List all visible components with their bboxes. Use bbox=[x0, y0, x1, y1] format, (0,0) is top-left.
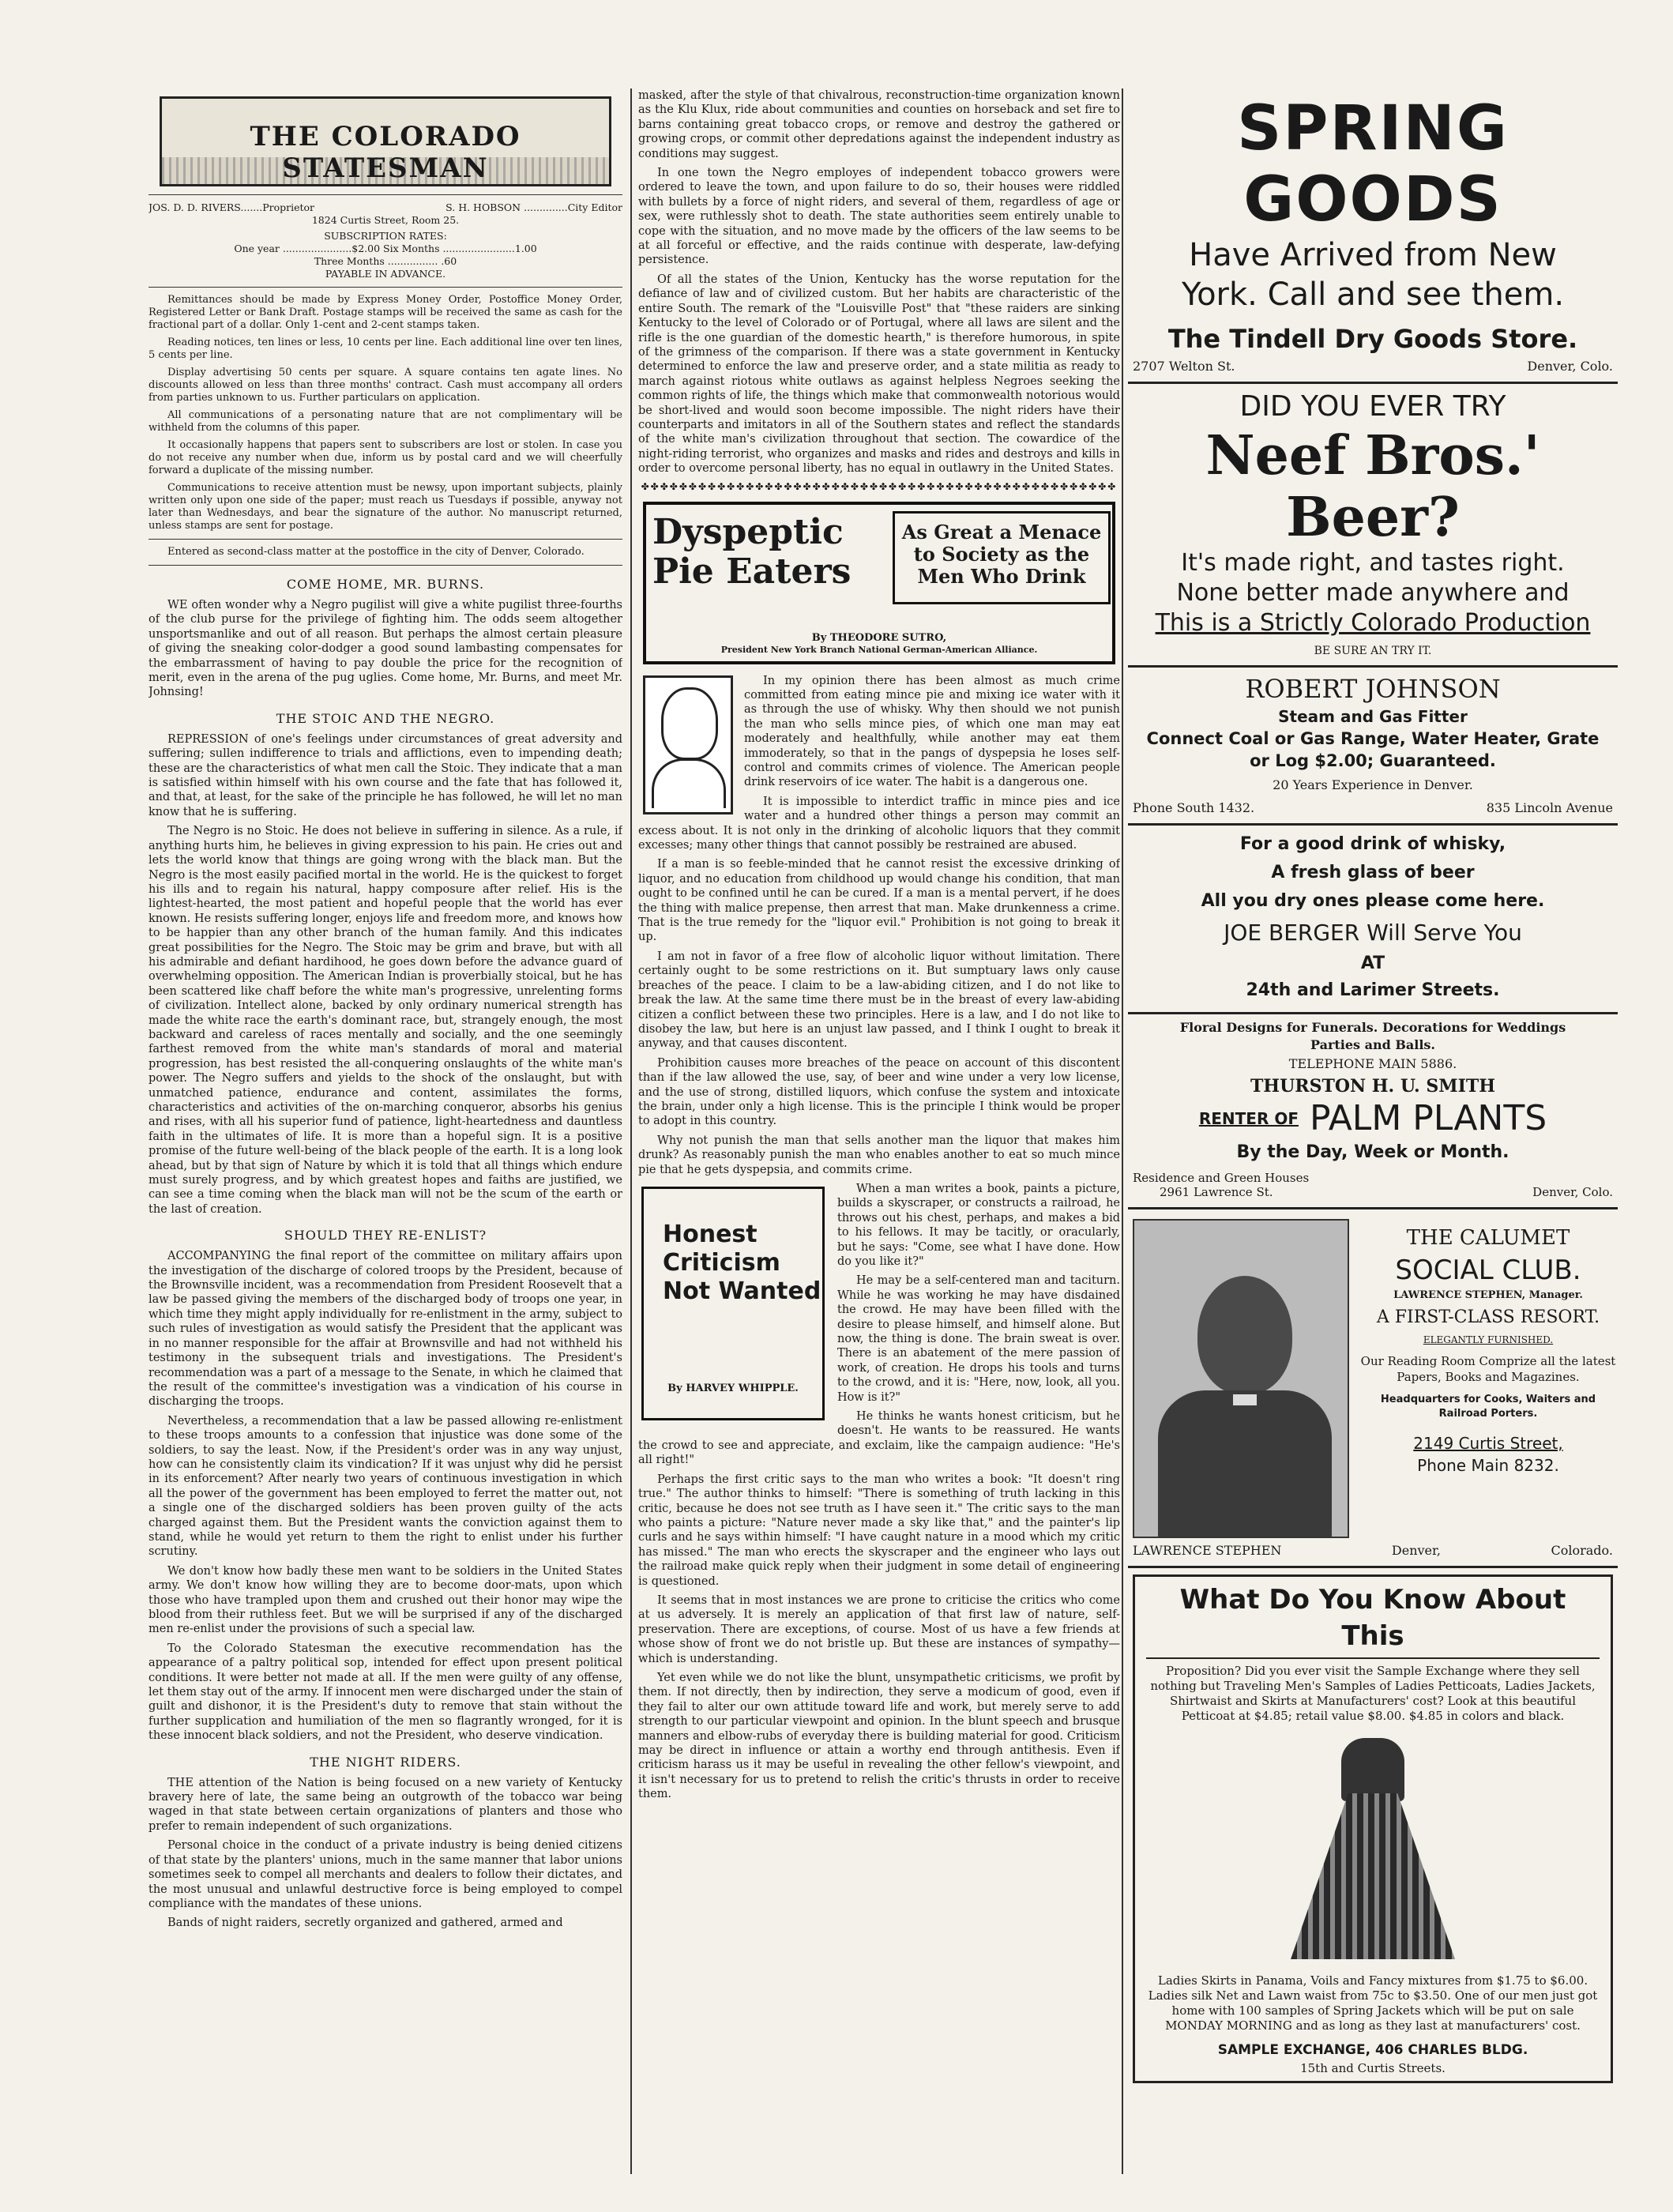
ad-spring-goods bbox=[1128, 88, 1618, 384]
petticoat-illustration bbox=[1286, 1730, 1460, 1967]
ad-line: York. Call and see them. bbox=[1181, 276, 1565, 313]
ad-line: Connect Coal or Gas Range, Water Heater, Grate bbox=[1146, 729, 1600, 748]
ad-line: Have Arrived from New bbox=[1189, 237, 1557, 273]
ornament-divider: ✤✤✤✤✤✤✤✤✤✤✤✤✤✤✤✤✤✤✤✤✤✤✤✤✤✤✤✤✤✤✤✤✤✤✤✤✤✤✤✤✤✤✤✤✤✤✤✤✤✤ bbox=[641, 480, 1118, 492]
photo-head bbox=[1197, 1276, 1292, 1394]
dyspeptic-title bbox=[652, 513, 889, 592]
ad-phone: TELEPHONE MAIN 5886. bbox=[1288, 1056, 1457, 1071]
ad-line: AT bbox=[1360, 954, 1385, 973]
article-paragraph: He may be a self-centered man and taciturn. While he was working he may have disdained the crowd. He may have been filled with the desire to please himself, and himself alone. But now, the thing is done. The brain sweat is over. There is an abatement of the mere passion of work, of creation. He drops his tools and turns to the crowd, and it is: "Here, now, look, all you. How is it?" bbox=[837, 1274, 1120, 1404]
ad-title: THE CALUMET bbox=[1406, 1226, 1570, 1250]
article-paragraph: Nevertheless, a recommendation that a law be passed allowing re-enlistment to these troops amounts to a confession that injustice was done some of the soldiers, to say the least. Now, if the President's order was in any way unjust, how can he consistently claim its vindication? If it was unjust why did he persist in its enforcement? After nearly two years of continuous investigation in which all the power of the government has been employed to ferret the matter out, not a single one of the discharged soldiers has been proven guilty of the acts charged against them. But the President wants the conviction against them to stand, while he would yet return to them the right to enlist under his further scrutiny. bbox=[149, 1414, 622, 1559]
portrait-face bbox=[661, 687, 718, 760]
dyspeptic-title-line: Pie Eaters bbox=[652, 551, 852, 592]
byline: By THEODORE SUTRO, bbox=[811, 631, 947, 644]
article-paragraph: Yet even while we do not like the blunt, unsympathetic criticisms, we profit by them. If not directly, then by indirection, they serve a modicum of good, even if they fail to alter our own attitude toward life and work, but merely serve to add strength to our particular viewpoint and opinion. In the blunt speech and brusque manners and elbow-rubs of everyday there is building material for good. Criticism may be direct in influence or attain a worthy end through antithesis. Even if criticism harass us it may be useful in revealing the other fellow's viewpoint, and it isn't necessary for us to pretend to relish the critic's thrusts in order to receive them. bbox=[638, 1671, 1120, 1801]
article-paragraph: Perhaps the first critic says to the man who writes a book: "It doesn't ring true." The author thinks to himself: "There is something of truth lacking in this critic, because he does not see truth as I have seen it." The critic says to the man who paints a picture: "Nature never made a sky like that," and the painter's lip curls and he says within himself: "I have caught nature in a mood which my critic has missed." The man who erects the skyscraper and the engineer who lays out the railroad make quick reply when their judgment in some detail of engineering is questioned. bbox=[638, 1473, 1120, 1588]
notice: Reading notices, ten lines or less, 10 cents per line. Each additional line over ten lines, 5 cents per line. bbox=[149, 337, 622, 361]
column-1 bbox=[149, 88, 622, 2174]
article-paragraph: Personal choice in the conduct of a private industry is being denied citizens of that state by the planters' unions, much in the same manner that labor unions sometimes seek to compel all merchants and dealers to follow their dictates, and the most unusual and unlawful destructive force is being employed to compel compliance with the mandates of these unions. bbox=[149, 1839, 622, 1910]
notice: Entered as second-class matter at the postoffice in the city of Denver, Colorado. bbox=[167, 546, 585, 558]
ad-city: Denver, Colo. bbox=[1532, 1185, 1613, 1199]
honest-title: Honest Criticism Not Wanted bbox=[663, 1220, 821, 1305]
ad-line: A FIRST-CLASS RESORT. bbox=[1376, 1307, 1600, 1327]
article-paragraph: REPRESSION of one's feelings under circumstances of great adversity and suffering; sullen indifference to trials and afflictions, even to impending death; these are the characteristics of what men call the Stoic. They indicate that a man is satisfied within himself with his own course and the fate that has followed it, and that, at least, for the sake of the principle he has followed, he will let no man know that he is suffering. bbox=[149, 732, 622, 818]
ad-address: 2961 Lawrence St. bbox=[1160, 1185, 1273, 1199]
subscription-heading: SUBSCRIPTION RATES: bbox=[324, 230, 447, 242]
payable-notice: PAYABLE IN ADVANCE. bbox=[325, 268, 446, 280]
notice: Communications to receive attention must be newsy, upon important subjects, plainly written only upon one side of the paper; must reach us Tuesdays if possible, anyway not later than Wednesdays, and bear the signature of the author. No manuscript returned, unless stamps are sent for postage. bbox=[149, 482, 622, 532]
ad-phone: Phone South 1432. bbox=[1133, 800, 1255, 815]
article-paragraph: He thinks he wants honest criticism, but he doesn't. He wants to be reassured. He wants the crowd to see and appreciate, and exclaim, like the campaign audience: "He's all right!" bbox=[638, 1410, 1120, 1467]
ad-line: DID YOU EVER TRY bbox=[1239, 390, 1506, 423]
dyspeptic-title-line: Dyspeptic bbox=[652, 511, 844, 552]
ad-calumet bbox=[1128, 1209, 1618, 1568]
ad-address: 2149 Curtis Street, bbox=[1413, 1434, 1563, 1453]
masthead-title: THE COLORADO STATESMAN bbox=[250, 121, 521, 184]
article-paragraph: THE attention of the Nation is being focused on a new variety of Kentucky bravery here of late, the same being an outgrowth of the tobacco war being waged in that state between certain organizations of planters and those who prefer to remain independent of such organizations. bbox=[149, 1776, 622, 1833]
ad-title: THURSTON H. U. SMITH bbox=[1250, 1076, 1496, 1097]
ad-line: All you dry ones please come here. bbox=[1201, 891, 1545, 911]
article-heading: COME HOME, MR. BURNS. bbox=[286, 577, 485, 592]
subscription-rates bbox=[149, 230, 622, 280]
notice: All communications of a personating nature that are not complimentary will be withheld from the columns of this paper. bbox=[149, 409, 622, 434]
byline-title: President New York Branch National German-American Alliance. bbox=[720, 644, 1038, 655]
article-heading: THE NIGHT RIDERS. bbox=[310, 1754, 461, 1770]
ad-line: ELEGANTLY FURNISHED. bbox=[1423, 1334, 1554, 1345]
ad-sample-exchange bbox=[1133, 1574, 1613, 2083]
ad-joe-berger bbox=[1128, 826, 1618, 1014]
notice: It occasionally happens that papers sent to subscribers are lost or stolen. In case you do not receive any number when due, inform us by postal card and we will cheerfully forward a duplicate of the missing number. bbox=[149, 439, 622, 476]
article-paragraph: If a man is so feeble-minded that he cannot resist the excessive drinking of liquor, and no education from childhood up would change his condition, that man ought to be confined until he can be cured. If a man is a mental pervert, if he does the thing with malice prepense, then arrest that man. Make drunkenness a crime. That is the true remedy for the "liquor evil." Prohibition is not going to break it up. bbox=[638, 858, 1120, 944]
column-3-ads bbox=[1128, 88, 1618, 2174]
ad-title: SOCIAL CLUB. bbox=[1395, 1255, 1581, 1286]
ad-line: This is a Strictly Colorado Production bbox=[1155, 609, 1591, 637]
staff-info bbox=[149, 201, 622, 227]
ad-title: PALM PLANTS bbox=[1309, 1098, 1547, 1138]
ad-palm-plants bbox=[1128, 1014, 1618, 1209]
rate-three-months: Three Months ................ .60 bbox=[314, 255, 457, 267]
ad-city: Denver, bbox=[1391, 1543, 1441, 1558]
article-paragraph: In one town the Negro employes of independent tobacco growers were ordered to leave the town, and upon failure to do so, their houses were riddled with bullets by a force of night riders, and several of them, regardless of age or sex, were ruthlessly shot to death. The state authorities seem entirely unable to cope with the situation, and no move made by the officers of the law seems to be at all forceful or effective, and the raids continue with desperate, law-defying persistence. bbox=[638, 167, 1120, 267]
ad-line: or Log $2.00; Guaranteed. bbox=[1250, 751, 1496, 770]
ad-title: ROBERT JOHNSON bbox=[1245, 674, 1501, 704]
city-editor: S. H. HOBSON ..............City Editor bbox=[446, 201, 622, 213]
photo-caption: LAWRENCE STEPHEN bbox=[1133, 1543, 1282, 1558]
article-paragraph: WE often wonder why a Negro pugilist will give a white pugilist three-fourths of the club purse for the privilege of fighting him. The odds seem altogether unsportsmanlike and out of all reason. But perhaps the almost certain pleasure of giving the sneaking color-dodger a good sound lambasting compensates for the embarrassment of having to pay double the price for the recognition of merit, even in the arena of the pug uglies. Come home, Mr. Burns, and meet Mr. Johnsing! bbox=[149, 599, 622, 699]
dyspeptic-banner bbox=[643, 502, 1115, 664]
ad-manager: LAWRENCE STEPHEN, Manager. bbox=[1393, 1289, 1583, 1301]
article-paragraph: Why not punish the man that sells another man the liquor that makes him drunk? As reasonably punish the man who enables another to eat so much mince pie that he gets dyspepsia, and commits crime. bbox=[638, 1134, 1120, 1176]
photo-bowtie bbox=[1233, 1394, 1257, 1405]
ad-address: 2707 Welton St. bbox=[1133, 359, 1235, 374]
article-heading: SHOULD THEY RE-ENLIST? bbox=[284, 1228, 487, 1243]
article-paragraph: Bands of night raiders, secretly organized and gathered, armed and bbox=[167, 1917, 563, 1930]
article-paragraph: It is impossible to interdict traffic in mince pies and ice water and a hundred other things a person may commit an excess about. It is not only in the drinking of alcoholic liquors that they commit excesses; many other things that cannot possibly be restrained are abused. bbox=[638, 795, 1120, 852]
ad-line: Parties and Balls. bbox=[1310, 1037, 1435, 1052]
ad-title: Neef Bros.' Beer? bbox=[1205, 424, 1540, 549]
ad-title: JOE BERGER Will Serve You bbox=[1224, 920, 1522, 946]
column-2 bbox=[638, 88, 1120, 2174]
ad-robert-johnson bbox=[1128, 668, 1618, 826]
ad-title: SPRING GOODS bbox=[1237, 93, 1509, 235]
notice: Display advertising 50 cents per square. A square contains ten agate lines. No discounts allowed on less than three months' contract. Cash must accompany all orders from parties unknown to us. Further particulars on application. bbox=[149, 367, 622, 404]
ad-line: RENTER OF bbox=[1198, 1109, 1299, 1128]
author-portrait bbox=[643, 675, 733, 814]
ad-line: Steam and Gas Fitter bbox=[1278, 707, 1468, 726]
proprietor: JOS. D. D. RIVERS.......Proprietor bbox=[149, 201, 315, 213]
ad-line: Residence and Green Houses bbox=[1133, 1171, 1310, 1185]
dress-skirt bbox=[1291, 1793, 1455, 1959]
column-rule bbox=[630, 88, 632, 2174]
ad-state: Colorado. bbox=[1551, 1543, 1613, 1558]
lawrence-stephen-photo bbox=[1133, 1219, 1349, 1538]
office-address: 1824 Curtis Street, Room 25. bbox=[311, 214, 460, 226]
article-paragraph: It seems that in most instances we are prone to criticise the critics who come at us adversely. It is merely an application of that first law of nature, self-preservation. There are exceptions, of course. Most of us have a few friends at whose show of front we do not bristle up. But these are instances of sympathy—which is understanding. bbox=[638, 1593, 1120, 1665]
byline: By HARVEY WHIPPLE. bbox=[667, 1382, 799, 1394]
ad-city: Denver, Colo. bbox=[1527, 359, 1613, 374]
article-paragraph: To the Colorado Statesman the executive recommendation has the appearance of a paltry political sop, intended for effect upon present political conditions. It were better not made at all. If the men were guilty of any offense, let them stay out of the army. If innocent men were discharged under the stain of guilt and dishonor, it is the President's duty to remove that stain without the further supplication and humiliation of the men so flagrantly wronged, for it is these innocent black soldiers, and not the President, who deserve vindication. bbox=[149, 1642, 622, 1743]
ad-address: 24th and Larimer Streets. bbox=[1246, 980, 1500, 1000]
masthead bbox=[160, 96, 611, 186]
ad-line: 15th and Curtis Streets. bbox=[1300, 2061, 1446, 2075]
article-heading: THE STOIC AND THE NEGRO. bbox=[276, 710, 495, 726]
ad-paragraph: Proposition? Did you ever visit the Sample Exchange where they sell nothing but Traveling Men's Samples of Ladies Petticoats, Ladies Jackets, Shirtwaist and Skirts at Manufacturers' cost? Look at this beautiful Petticoat at $4.85; retail value $8.00. $4.85 in colors and black. bbox=[1150, 1664, 1596, 1723]
ad-line: Floral Designs for Funerals. Decorations for Weddings bbox=[1179, 1020, 1566, 1035]
ad-line: A fresh glass of beer bbox=[1271, 863, 1475, 882]
ad-store: The Tindell Dry Goods Store. bbox=[1167, 324, 1578, 354]
ad-paragraph: Ladies Skirts in Panama, Voils and Fancy mixtures from $1.75 to $6.00. Ladies silk Net and Lawn waist from 75c to $3.50. One of our men just got home with 100 samples of Spring Jackets which will be put on sale MONDAY MORNING and as long as they last at manufacturers' cost. bbox=[1148, 1973, 1598, 2033]
ad-title: What Do You Know About This bbox=[1146, 1582, 1600, 1659]
column-rule bbox=[1122, 88, 1123, 2174]
article-paragraph: When a man writes a book, paints a picture, builds a skyscraper, or constructs a railroad, he throws out his chest, perhaps, and makes a bid to his fellows. It may be tacitly, or oracularly, but he says: "Come, see what I have done. How do you like it?" bbox=[837, 1182, 1120, 1268]
article-paragraph: Of all the states of the Union, Kentucky has the worse reputation for the defiance of law and of civilized custom. But her habits are characteristic of the entire South. The remark of the "Louisville Post" that "these raiders are sinking Kentucky to the level of Colorado or of Portugal, where all laws are silent and the rifle is the one guardian of the domestic hearth," is therefore humorous, in spite of the grimness of the comparison. If there was a state government in Kentucky determined to enforce the law and preserve order, and a state militia as ready to march against riotous white outlaws as against helpless Negroes seeking the common rights of life, the things which make that commonwealth notorious would be short-lived and would soon become impossible. The night riders have their counterparts and imitators in all of the Southern states and reflect the standards of the white man's civilization throughout that section. The cowardice of the night-riding terrorist, who organizes and masks and rides and destroys and kills in order to overcome personal liberty, has no equal in outlawry in the United States. bbox=[638, 273, 1120, 476]
article-paragraph: In my opinion there has been almost as much crime committed from eating mince pie and mixing ice water with it as through the use of whisky. Why then should we not punish the man who sells mince pies, of which one man may eat moderately and healthfully, while another may eat them immoderately, so that in the pangs of dyspepsia he loses self-control and commits crimes of violence. The American people drink reservoirs of ice water. The habit is a dangerous one. bbox=[744, 674, 1120, 789]
dyspeptic-subtitle: As Great a Menace to Society as the Men Who Drink bbox=[893, 511, 1111, 604]
ad-line: By the Day, Week or Month. bbox=[1236, 1142, 1509, 1162]
ad-line: 20 Years Experience in Denver. bbox=[1273, 777, 1473, 792]
ad-phone: Phone Main 8232. bbox=[1417, 1456, 1559, 1475]
article-paragraph: masked, after the style of that chivalrous, reconstruction-time organization known as the Klu Klux, ride about communities and counties on horseback and set fire to barns containing great tobacco crops, or remove and destroy the gathered or growing crops, or commit other depredations against the independent industry as conditions may suggest. bbox=[638, 89, 1120, 160]
ad-line: It's made right, and tastes right. bbox=[1181, 549, 1565, 577]
rate-one-year: One year ......................$2.00 Six Months .......................1.00 bbox=[234, 243, 537, 254]
photo-body bbox=[1158, 1390, 1332, 1538]
notice: Remittances should be made by Express Money Order, Postoffice Money Order, Registered Letter or Bank Draft. Postage stamps will be received the same as cash for the fractional part of a dollar. Only 1-cent and 2-cent stamps taken. bbox=[149, 294, 622, 331]
article-paragraph: Prohibition causes more breaches of the peace on account of this discontent than if the law allowed the use, say, of beer and wine under a very low license, and the use of strong, distilled liquors, which confuse the system and intoxicate the brain, under only a high license. This is the principle I think would be proper to adopt in this country. bbox=[638, 1056, 1120, 1128]
dress-bodice bbox=[1341, 1738, 1404, 1801]
ad-line: Headquarters for Cooks, Waiters and Railroad Porters. bbox=[1380, 1394, 1596, 1420]
article-paragraph: I am not in favor of a free flow of alcoholic liquor without limitation. There certainly ought to be some restrictions on it. But sumptuary laws only cause breaches of the peace. I claim to be a law-abiding citizen, and I do not like to break the law. At the same time there must be in the breast of every law-abiding citizen a conflict between these two principles. Here is a law, and I do not like to disobey the law, but here is an unjust law passed, and I think I ought to break it anyway, and that causes discontent. bbox=[638, 950, 1120, 1051]
ad-line: Our Reading Room Comprize all the latest Papers, Books and Magazines. bbox=[1360, 1354, 1616, 1384]
article-paragraph: We don't know how badly these men want to be soldiers in the United States army. We don't know how willing they are to become door-mats, upon which those who have trampled upon them and crushed out their honor may wipe the blood from their ruthless feet. But we will be surprised if any of the discharged men re-enlist under the provisions of such a special law. bbox=[149, 1564, 622, 1636]
article-paragraph: The Negro is no Stoic. He does not believe in suffering in silence. As a rule, if anything hurts him, he believes in giving expression to his pain. He cries out and lets the world know that things are going wrong with the black man. But the Negro is the most easily pacified mortal in the world. He is the quickest to forget his ills and to regain his natural, happy composure after relief. His is the lightest-hearted, the most patient and hopeful people that the world has ever known. He resists suffering longer, enjoys life and freedom more, and knows how to be happier than any other branch of the human family. And this indicates great possibilities for the Negro. The Stoic may be grim and brave, but with all his admirable and defiant hardihood, he goes down before the advance guard of overwhelming opposition. The American Indian is proverbially stoical, but he has been scattered like chaff before the white man's progressive, unrelenting forms of civilization. Intellect alone, backed by only ordinary numerical strength has made the white race the earth's dominant race, but, strangely enough, the most backward and careless of races mentally and socially, and the one seemingly farthest removed from the white man's standards of moral and material progression, has best resisted the all-conquering onslaughts of the white man's power. The Negro suffers and yields to the shock of the onslaught, but with unmatched patience, endurance and content, assimilates the forms, characteristics and activities of the on-marching conqueror, absorbs his genius and rises, with all his superior fund of patience, light-heartedness and dauntless faith in the ultimates of life. It is more than a hopeful sign. It is a positive promise of the future well-being of the black people of the earth. It is a long look ahead, but by that sign of Nature by which it is told that all things which endure must surely progress, and by which greatest hopes and faiths are justified, we can see a time coming when the black man will not be the scum of the earth or the last of creation. bbox=[149, 825, 622, 1216]
ad-line: None better made anywhere and bbox=[1176, 579, 1570, 607]
portrait-body bbox=[652, 758, 726, 808]
ad-tagline: BE SURE AN TRY IT. bbox=[1314, 645, 1432, 657]
ad-address: 835 Lincoln Avenue bbox=[1486, 800, 1613, 815]
notices bbox=[149, 294, 622, 559]
article-paragraph: ACCOMPANYING the final report of the committee on military affairs upon the investigation of the discharge of colored troops by the President, because of the Brownsville incident, was a recommendation from President Roosevelt that a law be passed giving the members of the discharged body of troops one year, in which time they might apply individually for re-enlistment in the army, subject to such rules of investigation as would satisfy the President that the applicant was in no manner responsible for the affair at Brownsville and had not withheld his testimony in the subsequent trials and investigations. The President's recommendation was a part of a message to the Senate, in which he claimed that the result of the committee's investigation was a vindication of his course in discharging the troops. bbox=[149, 1250, 622, 1409]
ad-line: For a good drink of whisky, bbox=[1239, 834, 1506, 854]
ad-neef-beer bbox=[1128, 384, 1618, 668]
honest-criticism-box bbox=[641, 1187, 825, 1420]
ad-address: SAMPLE EXCHANGE, 406 CHARLES BLDG. bbox=[1217, 2042, 1528, 2058]
